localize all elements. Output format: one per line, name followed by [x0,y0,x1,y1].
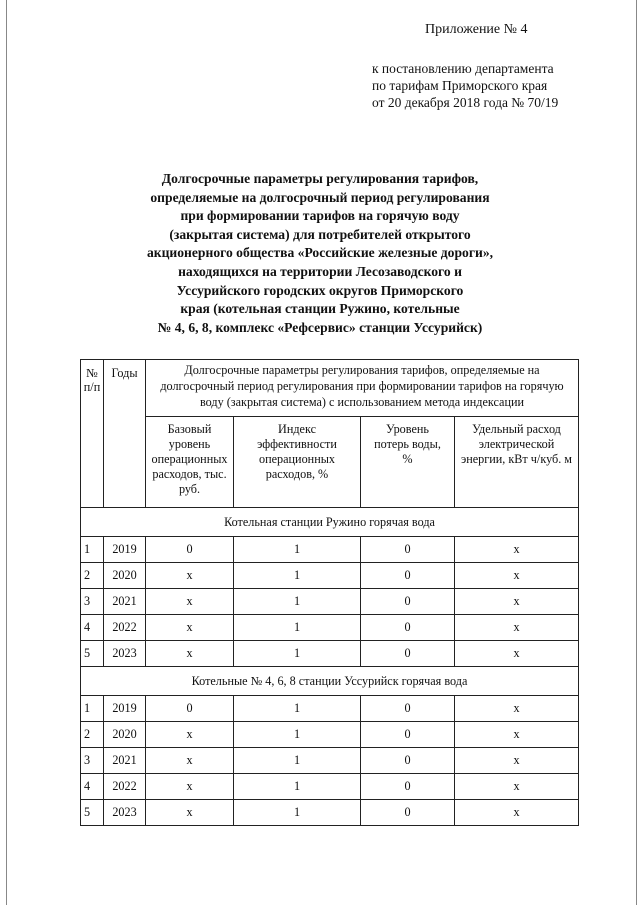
decree-line: к постановлению департамента [372,61,554,76]
cell-year: 2023 [104,800,146,826]
cell-efficiency-index: 1 [234,537,361,563]
table-row [81,800,579,826]
subheader-base-opex: Базовый уровень операционных расходов, тыс. руб. [146,417,234,508]
cell-number: 2 [81,563,104,589]
cell-efficiency-index: 1 [234,748,361,774]
title-line: № 4, 6, 8, комплекс «Рефсервис» станции Уссурийск) [157,319,483,335]
cell-energy-consumption: х [455,722,579,748]
cell-water-losses: 0 [361,615,455,641]
title-line: (закрытая система) для потребителей открытого [169,226,471,242]
cell-year: 2019 [104,696,146,722]
cell-base-opex: х [146,774,234,800]
cell-efficiency-index: 1 [234,563,361,589]
table-row [81,641,579,667]
cell-energy-consumption: х [455,696,579,722]
decree-reference [372,60,558,111]
cell-year: 2019 [104,537,146,563]
cell-energy-consumption: х [455,615,579,641]
decree-line: по тарифам Приморского края [372,78,548,93]
cell-water-losses: 0 [361,537,455,563]
subheader-efficiency-index: Индекс эффективности операционных расходов, % [234,417,361,508]
appendix-label: Приложение № 4 [425,22,528,37]
group-header-line: воду (закрытая система) с использованием метода индексации [199,395,525,409]
cell-energy-consumption: х [455,800,579,826]
cell-energy-consumption: х [455,774,579,800]
table-section-row [81,508,579,537]
header-cell-years: Годы [104,360,146,508]
table-subheader-row [81,417,579,508]
cell-base-opex: х [146,800,234,826]
tariff-parameters-table [80,359,579,826]
scan-edge-left [6,0,7,905]
decree-line: от 20 декабря 2018 года № 70/19 [372,95,559,110]
cell-year: 2021 [104,589,146,615]
table-row [81,774,579,800]
cell-year: 2022 [104,615,146,641]
section-title: Котельные № 4, 6, 8 станции Уссурийск горячая вода [81,667,579,696]
table-row [81,563,579,589]
cell-year: 2023 [104,641,146,667]
group-header-line: долгосрочный период регулирования при формировании тарифов на горячую [160,379,564,393]
table-row [81,696,579,722]
table-row [81,615,579,641]
cell-water-losses: 0 [361,800,455,826]
cell-water-losses: 0 [361,696,455,722]
cell-number: 5 [81,641,104,667]
subheader-energy-consumption: Удельный расход электрической энергии, кВт ч/куб. м [455,417,579,508]
subheader-water-losses: Уровень потерь воды, % [361,417,455,508]
table-row [81,589,579,615]
cell-energy-consumption: х [455,589,579,615]
cell-year: 2021 [104,748,146,774]
title-line: края (котельная станции Ружино, котельные [180,301,460,317]
cell-number: 4 [81,615,104,641]
cell-energy-consumption: х [455,641,579,667]
title-line: Долгосрочные параметры регулирования тарифов, [161,171,479,186]
cell-energy-consumption: х [455,563,579,589]
cell-number: 2 [81,722,104,748]
cell-efficiency-index: 1 [234,696,361,722]
cell-base-opex: х [146,641,234,667]
table-row [81,748,579,774]
cell-number: 3 [81,589,104,615]
cell-year: 2020 [104,563,146,589]
table-row [81,722,579,748]
cell-efficiency-index: 1 [234,722,361,748]
cell-base-opex: х [146,722,234,748]
cell-water-losses: 0 [361,563,455,589]
cell-water-losses: 0 [361,589,455,615]
cell-water-losses: 0 [361,748,455,774]
cell-year: 2022 [104,774,146,800]
cell-number: 4 [81,774,104,800]
cell-energy-consumption: х [455,748,579,774]
header-cell-group [146,360,579,417]
title-line: Уссурийского городских округов Приморского [176,282,464,298]
cell-number: 1 [81,537,104,563]
group-header-line: Долгосрочные параметры регулирования тарифов, определяемые на [184,363,540,377]
cell-year: 2020 [104,722,146,748]
cell-efficiency-index: 1 [234,615,361,641]
table-section-row [81,667,579,696]
cell-efficiency-index: 1 [234,641,361,667]
cell-base-opex: х [146,615,234,641]
cell-base-opex: х [146,748,234,774]
cell-base-opex: 0 [146,696,234,722]
cell-base-opex: х [146,589,234,615]
title-line: при формировании тарифов на горячую воду [180,208,460,224]
cell-number: 5 [81,800,104,826]
title-line: акционерного общества «Российские железные дороги», [146,245,494,261]
section-title: Котельная станции Ружино горячая вода [81,508,579,537]
table-row [81,537,579,563]
cell-base-opex: 0 [146,537,234,563]
table-header-row [81,360,579,417]
header-cell-number: № п/п [81,360,104,508]
title-line: определяемые на долгосрочный период регулирования [150,189,490,205]
cell-water-losses: 0 [361,774,455,800]
title-line: находящихся на территории Лесозаводского и [178,263,462,279]
cell-number: 3 [81,748,104,774]
cell-efficiency-index: 1 [234,774,361,800]
cell-base-opex: х [146,563,234,589]
cell-efficiency-index: 1 [234,800,361,826]
cell-number: 1 [81,696,104,722]
cell-energy-consumption: х [455,537,579,563]
cell-water-losses: 0 [361,722,455,748]
cell-efficiency-index: 1 [234,589,361,615]
cell-water-losses: 0 [361,641,455,667]
scan-edge-right [636,0,637,905]
document-title [100,170,540,337]
